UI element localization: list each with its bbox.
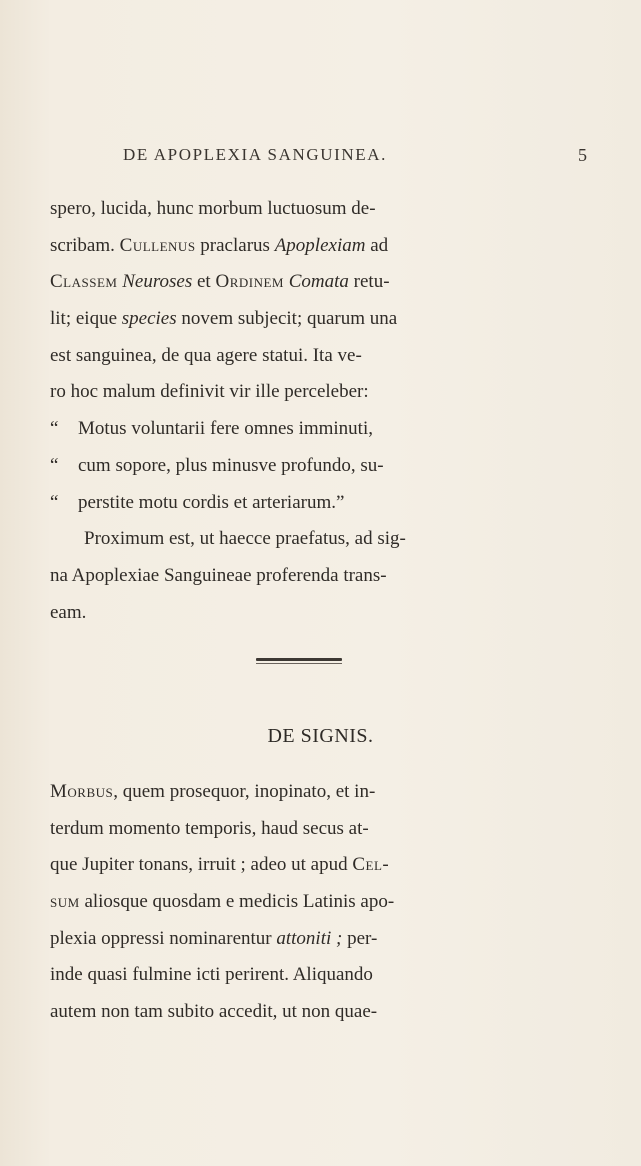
text-span: que Jupiter tonans, irruit ; adeo ut apud xyxy=(50,854,353,876)
text-line xyxy=(50,774,600,811)
text-span: per- xyxy=(342,927,378,949)
small-caps-term: sum xyxy=(50,891,80,913)
running-head: DE APOPLEXIA SANGUINEA. xyxy=(123,145,387,164)
text-line xyxy=(50,228,590,265)
text-span: est sanguinea, de qua agere statui. Ita ve- xyxy=(50,344,362,366)
text-span: ro hoc malum definivit vir ille perceleber: xyxy=(50,381,369,403)
text-line xyxy=(50,811,600,848)
text-line xyxy=(50,558,590,595)
text-span: Motus voluntarii fere omnes imminuti, xyxy=(78,418,373,440)
text-span: retu- xyxy=(348,271,390,293)
text-span: terdum momento temporis, haud secus at- xyxy=(50,817,369,839)
text-span: plexia oppressi nominarentur xyxy=(50,927,277,949)
small-caps-term: Cel- xyxy=(352,854,390,876)
text-span: praclarus xyxy=(195,234,275,256)
text-line xyxy=(50,957,600,994)
small-caps-term: Ordinem xyxy=(215,271,284,293)
text-line xyxy=(50,847,600,884)
section-divider-thin xyxy=(256,663,342,664)
text-line xyxy=(50,994,600,1031)
quote-mark: “ xyxy=(50,454,59,476)
italic-term: Apoplexiam xyxy=(274,234,366,256)
text-span: novem subjecit; quarum una xyxy=(176,308,398,330)
italic-term: Comata xyxy=(288,271,349,293)
intro-text xyxy=(50,191,590,631)
small-caps-term: Classem xyxy=(50,271,118,293)
quote-line xyxy=(50,411,590,448)
italic-term: Neuroses xyxy=(122,271,193,293)
quote-mark: “ xyxy=(50,418,59,440)
text-line xyxy=(50,191,590,228)
text-line xyxy=(50,264,590,301)
italic-term: species xyxy=(121,308,177,330)
text-span: scribam. xyxy=(50,234,120,256)
text-line xyxy=(50,301,590,338)
quote-line xyxy=(50,448,590,485)
text-span: lit; eique xyxy=(50,308,122,330)
text-span: eam. xyxy=(50,601,87,623)
section-title: DE SIGNIS. xyxy=(267,725,374,747)
quote-line xyxy=(50,485,590,522)
text-span: cum sopore, plus minusve profundo, su- xyxy=(78,454,384,476)
text-span: perstite motu cordis et arteriarum.” xyxy=(78,491,345,513)
text-line xyxy=(50,884,600,921)
section-divider xyxy=(256,658,342,661)
text-span: et xyxy=(192,271,216,293)
page-number: 5 xyxy=(578,145,587,165)
text-span: autem non tam subito accedit, ut non quae- xyxy=(50,1001,378,1023)
author-name: Cullenus xyxy=(119,234,196,256)
text-span: aliosque quosdam e medicis Latinis apo- xyxy=(79,891,395,913)
text-line xyxy=(50,338,590,375)
text-span: spero, lucida, hunc morbum luctuosum de- xyxy=(50,198,376,219)
text-span: Proximum est, ut haecce praefatus, ad sig- xyxy=(84,528,406,550)
text-line xyxy=(50,521,590,558)
text-line xyxy=(50,595,590,632)
italic-term: attoniti ; xyxy=(276,927,343,949)
text-span: inde quasi fulmine icti perirent. Aliquando xyxy=(50,964,373,986)
quote-mark: “ xyxy=(50,491,59,513)
text-span: , quem prosequor, inopinato, et in- xyxy=(113,781,376,802)
signs-text xyxy=(50,774,600,1031)
text-line xyxy=(50,374,590,411)
small-caps-term: Morbus xyxy=(50,781,114,802)
page-header xyxy=(0,145,641,169)
text-span: na Apoplexiae Sanguineae proferenda trans- xyxy=(50,564,387,586)
text-span: ad xyxy=(365,234,389,256)
text-line xyxy=(50,921,600,958)
